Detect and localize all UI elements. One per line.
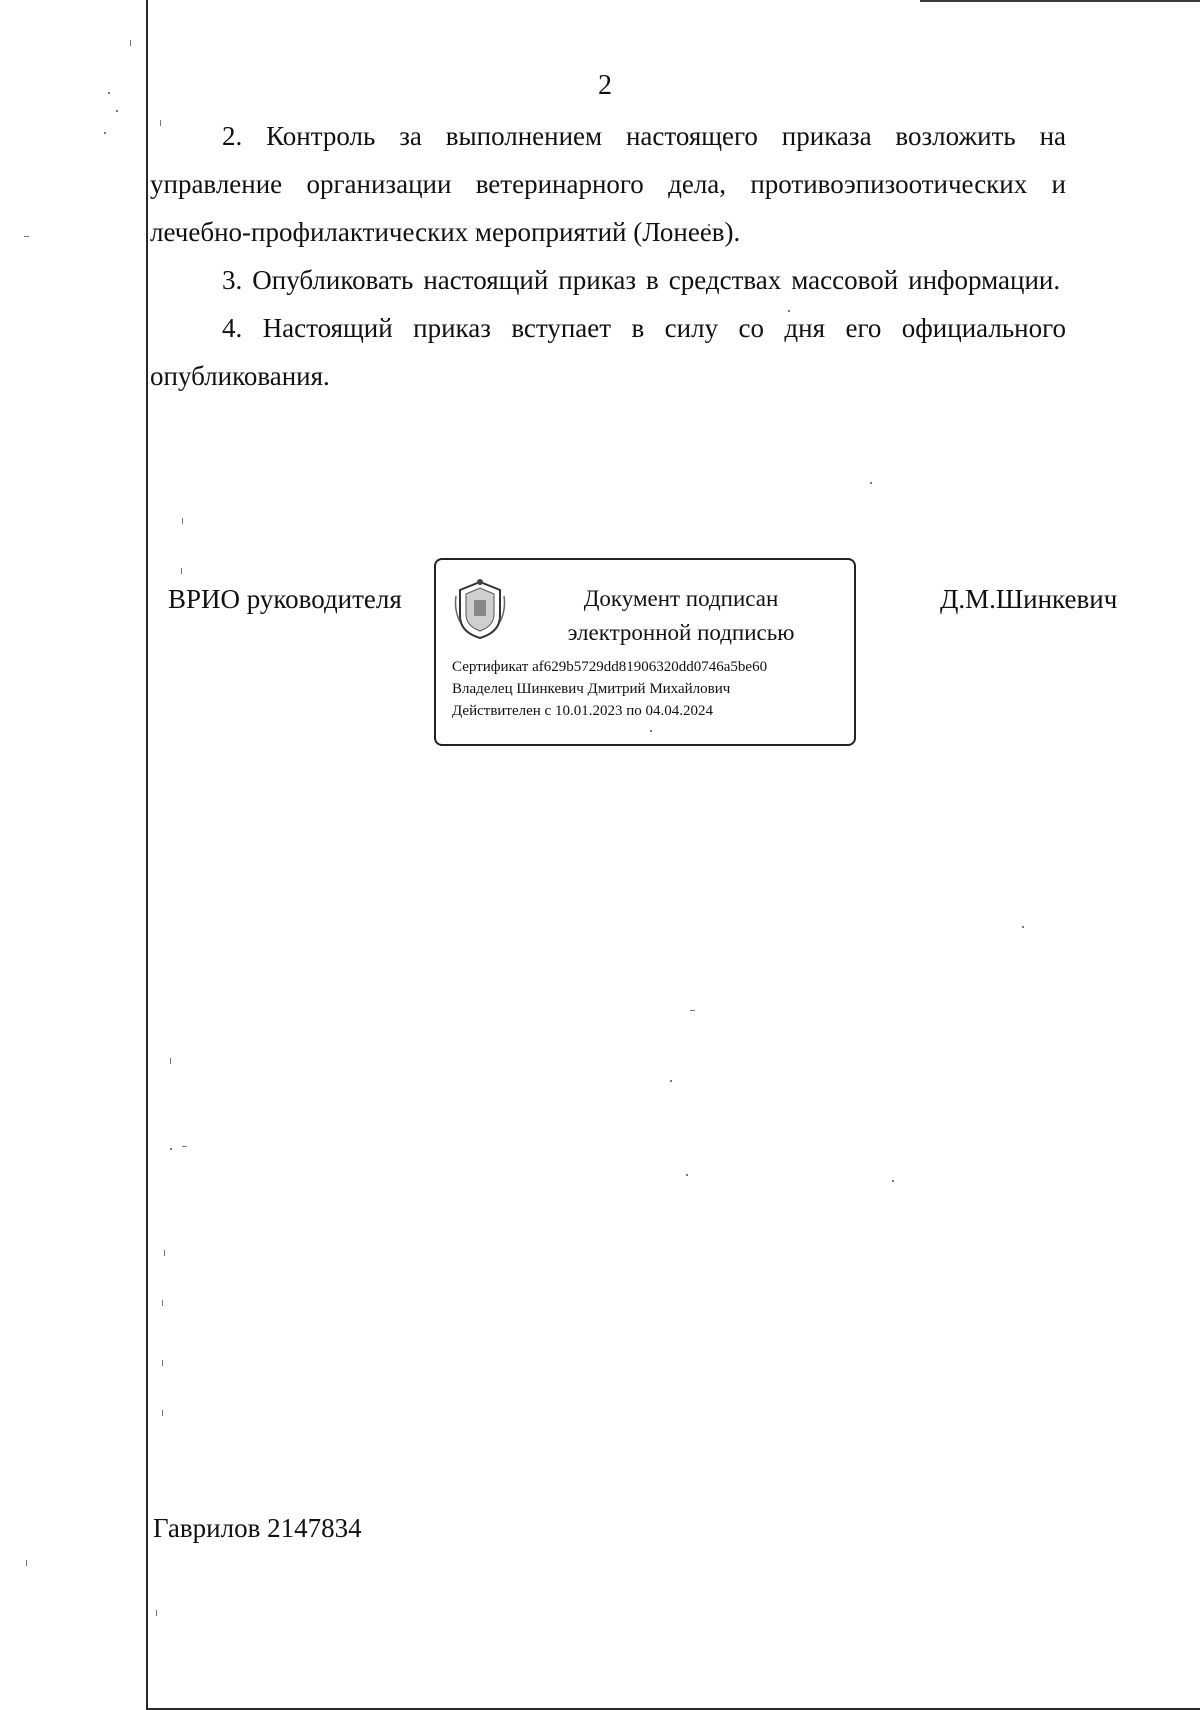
scan-speck bbox=[182, 518, 183, 524]
scan-speck bbox=[164, 1250, 165, 1256]
scan-speck bbox=[1022, 926, 1024, 928]
document-author: Гаврилов 2147834 bbox=[153, 1513, 362, 1543]
scan-speck bbox=[162, 1300, 163, 1306]
signatory-position: ВРИО руководителя bbox=[168, 584, 402, 614]
scan-speck bbox=[892, 1180, 894, 1182]
order-body bbox=[150, 112, 1066, 400]
paragraph-item-4 bbox=[150, 304, 1066, 400]
scan-speck bbox=[162, 1410, 163, 1416]
signatory-name: Д.М.Шинкевич bbox=[940, 584, 1118, 614]
paragraph-number: 2. bbox=[222, 121, 243, 151]
stamp-heading bbox=[526, 582, 836, 650]
scan-speck bbox=[670, 1080, 672, 1082]
certificate-validity: Действителен с 10.01.2023 по 04.04.2024 bbox=[452, 703, 713, 719]
paragraph-number: 3. bbox=[222, 265, 243, 295]
scan-speck bbox=[686, 1174, 688, 1176]
stamp-heading-line: электронной подписью bbox=[567, 620, 795, 645]
stamp-details bbox=[452, 656, 767, 722]
paragraph-item-3 bbox=[150, 256, 1066, 304]
paragraph-number: 4. bbox=[222, 313, 243, 343]
certificate-number: Сертификат af629b5729dd81906320dd0746a5be60 bbox=[452, 659, 768, 675]
paragraph-text: Опубликовать настоящий приказ в средствах массовой информации. bbox=[252, 265, 1061, 295]
certificate-owner: Владелец Шинкевич Дмитрий Михайлович bbox=[452, 681, 731, 697]
scan-speck bbox=[104, 132, 106, 134]
scan-speck bbox=[26, 1560, 27, 1566]
scan-speck bbox=[130, 40, 131, 46]
scan-speck bbox=[24, 236, 29, 237]
scan-speck bbox=[156, 1610, 157, 1616]
scan-speck bbox=[690, 1010, 695, 1011]
scan-top-edge-line bbox=[920, 0, 1200, 2]
page-number: 2 bbox=[598, 70, 612, 101]
coat-of-arms-icon bbox=[452, 576, 508, 642]
paragraph-item-2 bbox=[150, 112, 1066, 256]
paragraph-text: Контроль за выполнением настоящего приказа возложить на управление организации ветеринарного дела, противоэпизоотических и лечебно-профилактических мероприятий (Лонеев). bbox=[150, 121, 1067, 247]
scan-speck bbox=[182, 1146, 187, 1147]
scan-left-edge-line bbox=[146, 0, 148, 1710]
stamp-heading-line: Документ подписан bbox=[583, 586, 779, 611]
scan-speck bbox=[170, 1148, 172, 1150]
paragraph-text: Настоящий приказ вступает в силу со дня его официального опубликования. bbox=[150, 313, 1066, 391]
scan-speck bbox=[170, 1058, 171, 1064]
electronic-signature-stamp bbox=[434, 558, 856, 746]
scan-speck bbox=[870, 482, 872, 484]
scan-speck bbox=[181, 568, 182, 574]
scan-speck bbox=[116, 110, 118, 112]
scan-speck bbox=[162, 1360, 163, 1366]
